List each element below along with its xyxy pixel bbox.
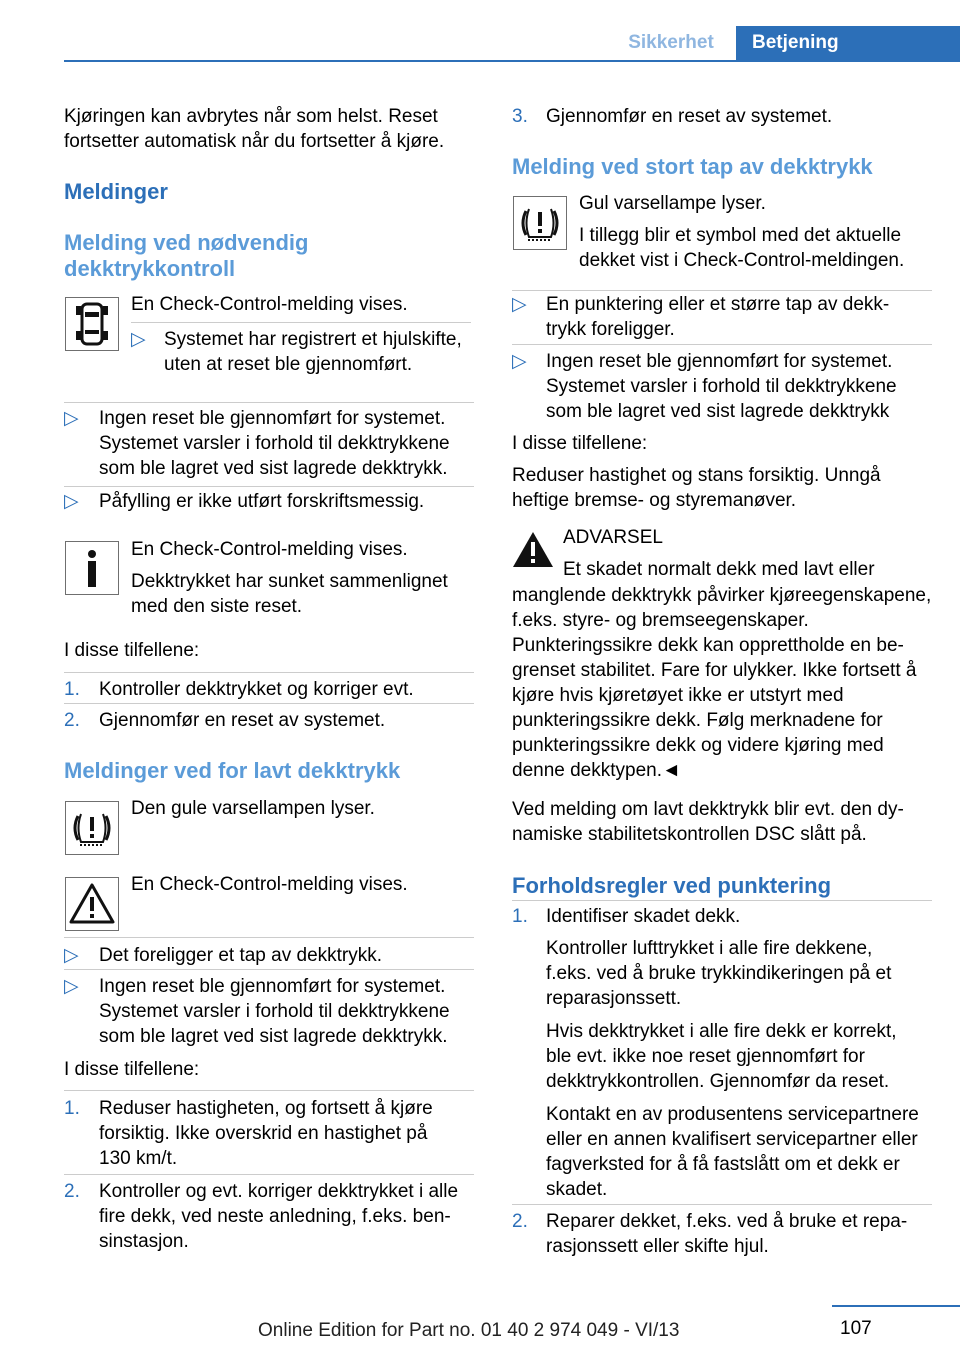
list-item-text: Reparer dekket, f.eks. ved å bruke et reparasjonssett eller skifte hjul. bbox=[546, 1211, 908, 1257]
bullet-marker: ▷ bbox=[64, 976, 79, 997]
list-item bbox=[64, 406, 480, 481]
list-item-text: Gjennomfør en reset av systemet. bbox=[546, 106, 833, 127]
warning-body: manglende dekktrykk påvirker kjøreegenskapene, f.eks. styre- og bremseegenskaper. Punkteringssikre dekk kan opprettholde en begrenset stabilitet. Fare for ulykker. Ikke fortsett å kjøre hvis kjøretøyet ikke er utstyrt med punkteringssikre dekk. Følg merknadene for punkteringssikre dekk og videre kjøring med denne dekktypen.◄ bbox=[512, 585, 932, 781]
bullet-marker: ▷ bbox=[512, 294, 527, 315]
check-control-1: En Check-Control-melding vises. bbox=[131, 294, 408, 315]
list-item bbox=[64, 677, 480, 702]
list-item bbox=[512, 292, 932, 342]
tire-warning-lamp-icon bbox=[65, 801, 119, 855]
yellow-lamp-text: Gul varsellampe lyser. bbox=[579, 193, 766, 214]
heading-lavt-dekktrykk: Meldinger ved for lavt dekktrykk bbox=[64, 758, 401, 783]
cases-label-2: I disse tilfellene: bbox=[64, 1059, 200, 1080]
check-control-2: En Check-Control-melding vises. bbox=[131, 539, 408, 560]
number-marker: 1. bbox=[64, 679, 80, 700]
step1-paragraph: Hvis dekktrykket i alle fire dekk er korrekt, ble evt. ikke noe reset gjennomført for dekktrykkontrollen. Gjennomfør da reset. bbox=[546, 1021, 897, 1092]
list-item-text: Identifiser skadet dekk. bbox=[546, 906, 741, 927]
edition-text: Online Edition for Part no. 01 40 2 974 049 - VI/13 bbox=[258, 1320, 680, 1341]
list-item bbox=[512, 904, 932, 929]
divider bbox=[64, 937, 474, 938]
footer-rule bbox=[832, 1305, 960, 1307]
warning-title: ADVARSEL bbox=[563, 527, 663, 548]
header-rule bbox=[64, 60, 960, 62]
tab-sikkerhet[interactable]: Sikkerhet bbox=[628, 32, 714, 53]
warning-triangle-icon bbox=[512, 531, 554, 569]
page-number: 107 bbox=[840, 1318, 872, 1339]
list-item-text: En punktering eller et større tap av dekktrykk foreligger. bbox=[546, 294, 890, 340]
intro-paragraph: Kjøringen kan avbrytes når som helst. Reset fortsetter automatisk når du fortsetter å kjøre. bbox=[64, 106, 445, 152]
heading-forholdsregler: Forholdsregler ved punktering bbox=[512, 873, 832, 898]
cases-label-1: I disse tilfellene: bbox=[64, 640, 200, 661]
list-item bbox=[64, 1096, 480, 1171]
dsc-text: Ved melding om lavt dekktrykk blir evt. den dynamiske stabilitetskontrollen DSC slått på. bbox=[512, 799, 904, 845]
tire-warning-lamp-icon bbox=[513, 196, 567, 250]
number-marker: 3. bbox=[512, 106, 528, 127]
warning-first-line: Et skadet normalt dekk med lavt eller bbox=[563, 559, 875, 580]
divider bbox=[512, 1204, 932, 1205]
list-item bbox=[64, 943, 480, 968]
list-item bbox=[64, 1179, 482, 1254]
list-item-text: Ingen reset ble gjennomført for systemet. Systemet varsler i forhold til dekktrykkene som ble lagret ved sist lagrede dekktrykk. bbox=[99, 976, 450, 1047]
step1-paragraph: Kontakt en av produsentens servicepartnere eller en annen kvalifisert servicepartner eller fagverksted for å få fastslått om et dekk er skadet. bbox=[546, 1104, 919, 1200]
list-item-text: Gjennomfør en reset av systemet. bbox=[99, 710, 386, 731]
list-item-text: Ingen reset ble gjennomført for systemet. Systemet varsler i forhold til dekktrykkene som ble lagret ved sist lagrede dekktrykk bbox=[546, 351, 897, 422]
list-item bbox=[64, 708, 480, 733]
tab-betjening[interactable]: Betjening bbox=[736, 26, 960, 62]
divider bbox=[64, 1090, 474, 1091]
bullet-marker: ▷ bbox=[64, 945, 79, 966]
divider bbox=[64, 672, 474, 673]
divider bbox=[512, 344, 932, 345]
number-marker: 2. bbox=[64, 710, 80, 731]
heading-meldinger: Meldinger bbox=[64, 179, 168, 204]
info-icon bbox=[65, 541, 119, 595]
list-item-text: Ingen reset ble gjennomført for systemet. Systemet varsler i forhold til dekktrykkene som ble lagret ved sist lagrede dekktrykk. bbox=[99, 408, 450, 479]
cases-label: I disse tilfellene: bbox=[512, 433, 648, 454]
list-item-text: Kontroller dekktrykket og korriger evt. bbox=[99, 679, 414, 700]
list-item bbox=[64, 489, 480, 514]
bullet-marker: ▷ bbox=[131, 329, 146, 350]
list-item-text: Kontroller og evt. korriger dekktrykket i alle fire dekk, ved neste anledning, f.eks. bensinstasjon. bbox=[99, 1181, 459, 1252]
warning-triangle-icon bbox=[65, 877, 119, 931]
heading-nodvendig: Melding ved nødvendig dekktrykkontroll bbox=[64, 230, 309, 281]
yellow-lamp-text: Den gule varsellampen lyser. bbox=[131, 798, 375, 819]
list-item-text: Reduser hastigheten, og fortsett å kjøre forsiktig. Ikke overskrid en hastighet på 130 km/t. bbox=[99, 1098, 433, 1169]
heading-stort-tap: Melding ved stort tap av dekktrykk bbox=[512, 154, 873, 179]
divider bbox=[512, 290, 932, 291]
divider bbox=[64, 402, 474, 403]
list-item bbox=[512, 349, 932, 424]
list-item bbox=[64, 974, 480, 1049]
pressure-dropped-text: Dekktrykket har sunket sammenlignet med den siste reset. bbox=[131, 571, 448, 617]
divider bbox=[64, 1174, 474, 1175]
divider bbox=[512, 900, 932, 901]
check-control-3: En Check-Control-melding vises. bbox=[131, 874, 408, 895]
divider bbox=[64, 969, 474, 970]
list-item-text: Systemet har registrert et hjulskifte, uten at reset ble gjennomført. bbox=[164, 329, 462, 375]
symbol-shown-text: I tillegg blir et symbol med det aktuelle dekket vist i Check-Control-meldingen. bbox=[579, 225, 905, 271]
step1-paragraph: Kontroller lufttrykket i alle fire dekkene, f.eks. ved å bruke trykkindikeringen på et reparasjonssett. bbox=[546, 938, 892, 1009]
divider bbox=[64, 486, 474, 487]
list-item-text: Påfylling er ikke utført forskriftsmessig. bbox=[99, 491, 425, 512]
list-item bbox=[512, 104, 932, 129]
divider bbox=[131, 322, 471, 323]
divider bbox=[64, 703, 474, 704]
reduce-speed-text: Reduser hastighet og stans forsiktig. Unngå heftige bremse- og styremanøver. bbox=[512, 465, 881, 511]
number-marker: 2. bbox=[64, 1181, 80, 1202]
list-item-text: Det foreligger et tap av dekktrykk. bbox=[99, 945, 383, 966]
tire-pressure-car-icon bbox=[65, 297, 119, 351]
bullet-marker: ▷ bbox=[512, 351, 527, 372]
bullet-marker: ▷ bbox=[64, 491, 79, 512]
bullet-marker: ▷ bbox=[64, 408, 79, 429]
list-item bbox=[512, 1209, 932, 1259]
number-marker: 1. bbox=[64, 1098, 80, 1119]
number-marker: 1. bbox=[512, 906, 528, 927]
list-item bbox=[131, 327, 471, 377]
number-marker: 2. bbox=[512, 1211, 528, 1232]
